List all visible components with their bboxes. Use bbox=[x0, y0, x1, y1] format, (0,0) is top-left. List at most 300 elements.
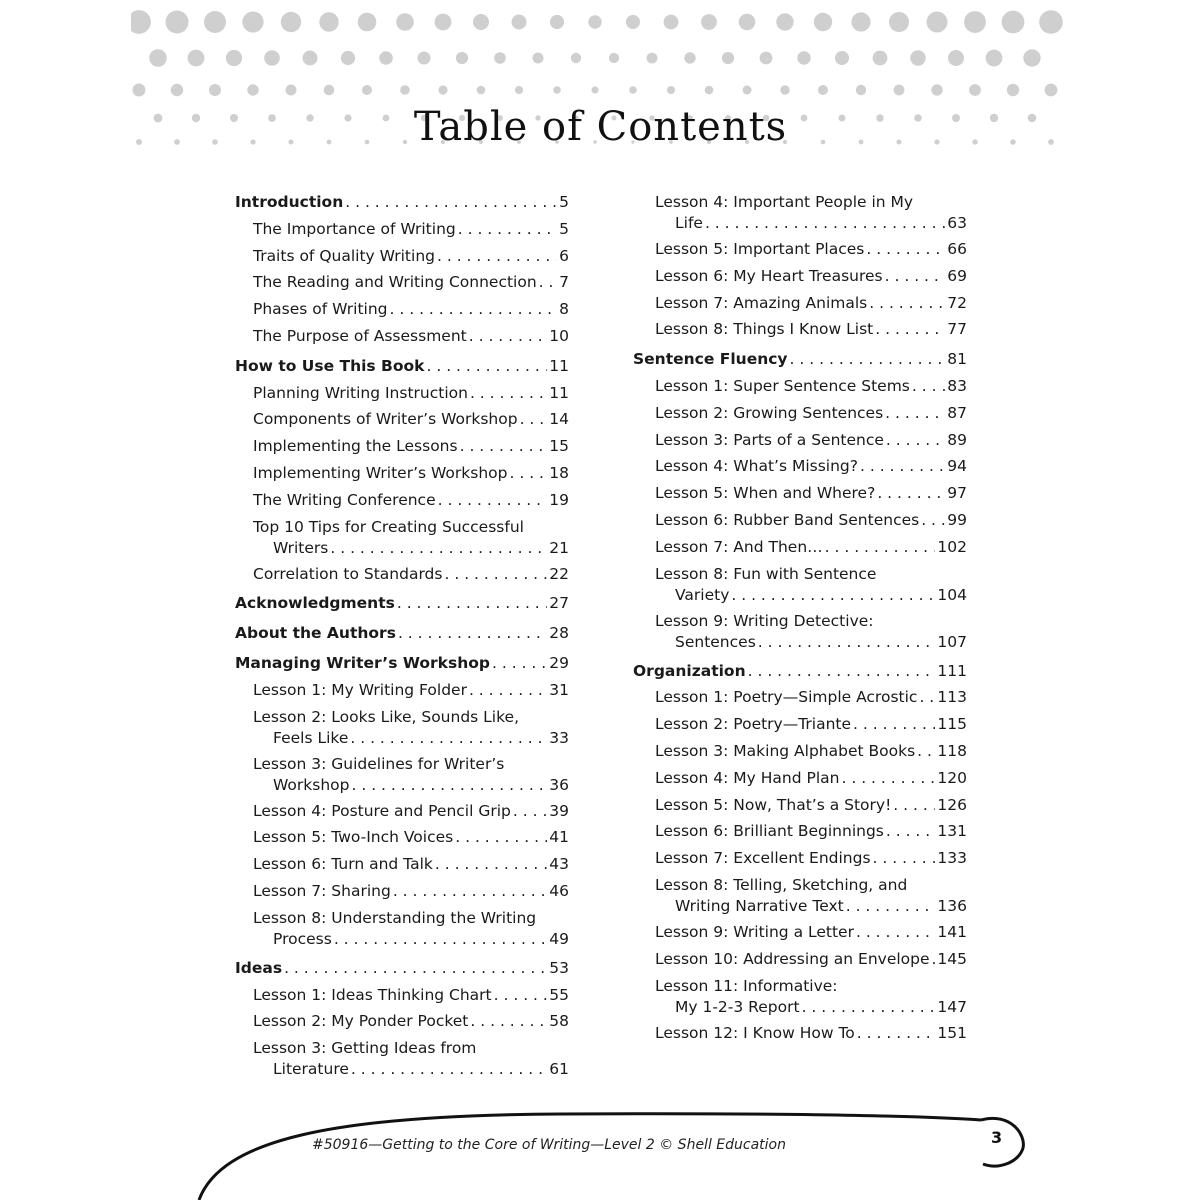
halftone-dot bbox=[553, 86, 561, 94]
dot-leader bbox=[857, 1023, 936, 1044]
toc-entry-label: Lesson 10: Addressing an Envelope bbox=[655, 949, 930, 968]
dot-leader bbox=[397, 593, 547, 614]
toc-page-number: 126 bbox=[937, 795, 967, 814]
toc-entry-label: Traits of Quality Writing bbox=[253, 246, 435, 265]
halftone-dot bbox=[1039, 10, 1063, 34]
toc-entry bbox=[655, 239, 967, 260]
toc-page-number: 99 bbox=[947, 511, 967, 529]
toc-entry-label: Acknowledgments bbox=[235, 594, 395, 613]
toc-page-number: 94 bbox=[947, 457, 967, 476]
dot-leader bbox=[886, 821, 936, 842]
halftone-dot bbox=[814, 13, 832, 31]
toc-page-number: 66 bbox=[947, 240, 967, 258]
toc-entry-label-continued: Workshop bbox=[273, 775, 350, 794]
toc-page-number: 29 bbox=[549, 654, 569, 672]
toc-section-entry bbox=[235, 192, 569, 213]
halftone-dot bbox=[664, 15, 679, 30]
dot-leader bbox=[460, 436, 548, 457]
halftone-dot bbox=[797, 51, 810, 64]
dot-leader bbox=[919, 687, 935, 708]
toc-entry bbox=[655, 611, 967, 653]
halftone-dot bbox=[835, 51, 849, 65]
toc-entry-label: Sentence Fluency bbox=[633, 350, 788, 369]
toc-entry bbox=[655, 922, 967, 943]
toc-page-number: 83 bbox=[947, 377, 967, 395]
dot-leader bbox=[330, 538, 547, 559]
toc-entry bbox=[253, 272, 569, 293]
dot-leader bbox=[885, 403, 945, 424]
toc-page-number: 81 bbox=[947, 350, 967, 369]
halftone-dot bbox=[1045, 84, 1058, 97]
toc-entry bbox=[655, 949, 967, 970]
halftone-dot bbox=[303, 51, 318, 66]
toc-entry-label: Introduction bbox=[235, 193, 344, 211]
toc-entry-label: Managing Writer’s Workshop bbox=[235, 654, 490, 672]
toc-entry bbox=[655, 319, 967, 340]
toc-entry bbox=[655, 376, 967, 397]
dot-leader bbox=[470, 1011, 547, 1032]
halftone-dot bbox=[515, 86, 523, 94]
halftone-dot bbox=[739, 14, 756, 31]
toc-entry bbox=[253, 326, 569, 347]
dot-leader bbox=[351, 1059, 547, 1080]
toc-page-number: 43 bbox=[549, 855, 569, 874]
toc-entry-label: Lesson 5: Now, That’s a Story! bbox=[655, 795, 892, 814]
toc-page-number: 15 bbox=[549, 437, 569, 456]
halftone-dot bbox=[358, 13, 377, 32]
toc-entry-label: Lesson 1: My Writing Folder bbox=[253, 680, 467, 699]
toc-page-number: 113 bbox=[937, 688, 967, 707]
toc-page-number: 49 bbox=[549, 929, 569, 948]
toc-page-number: 104 bbox=[937, 585, 967, 604]
dot-leader bbox=[492, 653, 547, 674]
dot-leader bbox=[705, 213, 945, 234]
toc-entry-label: How to Use This Book bbox=[235, 356, 425, 375]
toc-entry-label: Correlation to Standards bbox=[253, 564, 443, 583]
toc-entry-label: Lesson 8: Telling, Sketching, and bbox=[655, 876, 908, 894]
toc-page-number: 18 bbox=[549, 464, 569, 482]
halftone-dot bbox=[705, 86, 714, 95]
dot-leader bbox=[455, 827, 547, 848]
dot-leader bbox=[877, 483, 945, 504]
dot-leader bbox=[470, 383, 547, 404]
toc-entry bbox=[253, 801, 569, 822]
toc-page-number: 28 bbox=[549, 624, 569, 643]
toc-entry-label: Lesson 3: Getting Ideas from bbox=[253, 1039, 477, 1058]
halftone-dot bbox=[264, 50, 280, 66]
toc-entry bbox=[655, 795, 967, 816]
toc-page-number: 8 bbox=[559, 300, 569, 319]
footer-citation: #50916—Getting to the Core of Writing—Level 2 © Shell Education bbox=[312, 1137, 786, 1153]
page-number: 3 bbox=[991, 1128, 1003, 1147]
dot-leader bbox=[869, 293, 945, 314]
toc-page-number: 147 bbox=[937, 997, 967, 1016]
toc-entry-label: Implementing Writer’s Workshop bbox=[253, 464, 508, 482]
toc-entry bbox=[253, 881, 569, 902]
halftone-dot bbox=[910, 50, 925, 65]
toc-entry bbox=[655, 293, 967, 314]
halftone-dot bbox=[324, 85, 335, 96]
toc-page-number: 77 bbox=[947, 320, 967, 339]
toc-entry bbox=[253, 827, 569, 848]
dot-leader bbox=[875, 319, 945, 340]
halftone-dot bbox=[894, 85, 905, 96]
dot-leader bbox=[886, 430, 945, 451]
toc-entry bbox=[253, 1011, 569, 1032]
toc-page-number: 11 bbox=[549, 383, 569, 402]
toc-entry bbox=[253, 490, 569, 511]
toc-page-number: 145 bbox=[937, 949, 967, 968]
toc-entry bbox=[253, 383, 569, 404]
toc-page-number: 72 bbox=[947, 293, 967, 312]
toc-entry-label: Lesson 1: Poetry—Simple Acrostic bbox=[655, 688, 918, 707]
toc-entry-label: Lesson 7: Excellent Endings bbox=[655, 849, 871, 868]
toc-entry bbox=[253, 985, 569, 1006]
halftone-dot bbox=[743, 86, 752, 95]
dot-leader bbox=[748, 661, 936, 682]
toc-page-number: 111 bbox=[937, 661, 967, 680]
toc-entry bbox=[655, 483, 967, 504]
toc-section-entry bbox=[633, 349, 967, 370]
toc-entry bbox=[655, 403, 967, 424]
toc-entry-label: Top 10 Tips for Creating Successful bbox=[253, 517, 524, 536]
halftone-dot bbox=[242, 11, 263, 32]
halftone-dot bbox=[609, 53, 619, 63]
toc-entry-label: Lesson 6: Rubber Band Sentences bbox=[655, 511, 920, 529]
toc-section-entry bbox=[235, 593, 569, 614]
toc-entry-label: Lesson 6: Brilliant Beginnings bbox=[655, 822, 884, 841]
toc-page-number: 7 bbox=[559, 273, 569, 292]
dot-leader bbox=[912, 376, 945, 397]
toc-entry bbox=[655, 510, 967, 531]
toc-entry-label: Implementing the Lessons bbox=[253, 437, 458, 456]
dot-leader bbox=[885, 266, 946, 287]
toc-page-number: 5 bbox=[559, 219, 569, 238]
halftone-dot bbox=[1023, 49, 1040, 66]
toc-entry-label: Lesson 9: Writing a Letter bbox=[655, 923, 854, 941]
toc-entry bbox=[655, 537, 967, 558]
toc-entry-label: About the Authors bbox=[235, 624, 396, 643]
toc-page-number: 36 bbox=[549, 775, 569, 794]
halftone-dot bbox=[889, 12, 909, 32]
dot-leader bbox=[539, 272, 557, 293]
halftone-dot bbox=[166, 11, 189, 34]
dot-leader bbox=[426, 356, 547, 377]
toc-page-number: 10 bbox=[549, 327, 569, 345]
toc-entry-label: Lesson 8: Things I Know List bbox=[655, 320, 874, 339]
dot-leader bbox=[866, 239, 945, 260]
dot-leader bbox=[856, 922, 935, 943]
halftone-dot bbox=[149, 49, 167, 67]
toc-entry bbox=[253, 680, 569, 701]
dot-leader bbox=[393, 881, 547, 902]
toc-entry-label: Lesson 8: Understanding the Writing bbox=[253, 908, 537, 927]
toc-entry bbox=[655, 741, 967, 762]
dot-leader bbox=[469, 326, 548, 347]
toc-entry-label: The Reading and Writing Connection bbox=[253, 273, 537, 292]
toc-page-number: 136 bbox=[937, 897, 967, 915]
toc-entry bbox=[253, 246, 569, 267]
toc-entry bbox=[655, 456, 967, 477]
halftone-dots-decoration bbox=[131, 0, 1070, 200]
toc-entry-label: Lesson 8: Fun with Sentence bbox=[655, 564, 877, 583]
halftone-dot bbox=[286, 85, 297, 96]
halftone-dot bbox=[204, 11, 226, 33]
toc-page-number: 151 bbox=[937, 1023, 967, 1042]
halftone-dot bbox=[435, 14, 452, 31]
toc-entry bbox=[253, 219, 569, 240]
halftone-dot bbox=[1002, 11, 1025, 34]
page bbox=[131, 0, 1070, 1200]
toc-entry-label: Lesson 5: Important Places bbox=[655, 240, 865, 258]
dot-leader bbox=[846, 896, 936, 917]
halftone-dot bbox=[533, 53, 544, 64]
toc-entry-label-continued: Sentences bbox=[675, 632, 756, 651]
toc-entry bbox=[655, 430, 967, 451]
toc-entry-label: Organization bbox=[633, 661, 746, 680]
halftone-dot bbox=[226, 50, 242, 66]
dot-leader bbox=[351, 775, 547, 796]
toc-entry bbox=[655, 564, 967, 606]
halftone-dot bbox=[927, 12, 948, 33]
toc-entry bbox=[655, 875, 967, 917]
halftone-dot bbox=[684, 52, 695, 63]
toc-entry-label: Components of Writer’s Workshop bbox=[253, 410, 518, 429]
toc-entry-label: Phases of Writing bbox=[253, 300, 388, 319]
toc-entry-label: Lesson 6: Turn and Talk bbox=[253, 855, 433, 874]
toc-entry-label-continued: Feels Like bbox=[273, 728, 349, 747]
toc-entry-label-continued: Writers bbox=[273, 538, 329, 557]
toc-page-number: 27 bbox=[549, 594, 569, 613]
toc-page-number: 89 bbox=[947, 430, 967, 449]
toc-page-number: 53 bbox=[549, 958, 569, 977]
toc-page-number: 11 bbox=[549, 356, 569, 375]
halftone-dot bbox=[571, 53, 581, 63]
dot-leader bbox=[334, 929, 547, 950]
toc-entry-label: Lesson 6: My Heart Treasures bbox=[655, 266, 883, 285]
dot-leader bbox=[438, 490, 548, 511]
halftone-dot bbox=[171, 84, 183, 96]
dot-leader bbox=[758, 632, 936, 653]
toc-entry bbox=[253, 1038, 569, 1080]
halftone-dot bbox=[379, 51, 393, 65]
toc-page-number: 131 bbox=[937, 822, 967, 841]
dot-leader bbox=[917, 741, 935, 762]
toc-entry bbox=[253, 299, 569, 320]
halftone-dot bbox=[1007, 84, 1019, 96]
halftone-dot bbox=[281, 12, 301, 32]
toc-entry-label-continued: Process bbox=[273, 929, 332, 948]
halftone-dot bbox=[319, 12, 338, 31]
toc-page-number: 21 bbox=[549, 538, 569, 557]
toc-entry bbox=[253, 908, 569, 950]
dot-leader bbox=[444, 564, 547, 585]
halftone-dot bbox=[856, 85, 866, 95]
toc-entry-label: Lesson 7: And Then… bbox=[655, 537, 823, 556]
halftone-dot bbox=[588, 15, 601, 28]
toc-page-number: 69 bbox=[947, 266, 967, 285]
toc-page-number: 133 bbox=[937, 849, 967, 868]
halftone-dot bbox=[362, 85, 372, 95]
halftone-dot bbox=[133, 84, 146, 97]
toc-entry-label: Lesson 2: My Ponder Pocket bbox=[253, 1012, 469, 1031]
halftone-dot bbox=[667, 86, 675, 94]
toc-entry bbox=[655, 768, 967, 789]
toc-entry-label: Lesson 11: Informative: bbox=[655, 976, 838, 995]
halftone-dot bbox=[986, 50, 1003, 67]
toc-entry-label: Lesson 12: I Know How To bbox=[655, 1023, 855, 1042]
toc-entry-label: Lesson 3: Making Alphabet Books bbox=[655, 742, 916, 760]
toc-entry-label: Lesson 1: Ideas Thinking Chart bbox=[253, 985, 492, 1004]
toc-entry-label-continued: My 1-2-3 Report bbox=[675, 997, 800, 1016]
toc-entry-label-continued: Writing Narrative Text bbox=[675, 897, 844, 915]
toc-entry-label: Lesson 7: Amazing Animals bbox=[655, 293, 868, 312]
dot-leader bbox=[873, 848, 936, 869]
toc-entry bbox=[655, 266, 967, 287]
dot-leader bbox=[437, 246, 557, 267]
toc-entry-label: Planning Writing Instruction bbox=[253, 383, 468, 402]
dot-leader bbox=[509, 463, 547, 484]
halftone-dot bbox=[396, 13, 414, 31]
toc-entry bbox=[655, 821, 967, 842]
toc-entry-label: Lesson 9: Writing Detective: bbox=[655, 611, 874, 630]
toc-page-number: 141 bbox=[937, 923, 967, 941]
dot-leader bbox=[731, 585, 935, 606]
toc-entry-label: Lesson 4: My Hand Plan bbox=[655, 768, 840, 787]
dot-leader bbox=[842, 768, 936, 789]
dot-leader bbox=[513, 801, 547, 822]
dot-leader bbox=[398, 623, 547, 644]
toc-entry-label: Lesson 4: Important People in My bbox=[655, 193, 914, 211]
toc-page-number: 58 bbox=[549, 1012, 569, 1031]
toc-entry-label: Lesson 2: Poetry—Triante bbox=[655, 715, 852, 734]
toc-page-number: 46 bbox=[549, 882, 569, 900]
toc-entry-label: The Purpose of Assessment bbox=[253, 327, 467, 345]
halftone-dot bbox=[209, 84, 221, 96]
toc-entry bbox=[253, 564, 569, 585]
toc-entry bbox=[253, 463, 569, 484]
toc-entry-label-continued: Literature bbox=[273, 1060, 349, 1079]
dot-leader bbox=[390, 299, 558, 320]
toc-entry bbox=[253, 409, 569, 430]
halftone-dot bbox=[776, 13, 793, 30]
halftone-dot bbox=[418, 52, 431, 65]
toc-entry-label: Lesson 7: Sharing bbox=[253, 882, 391, 900]
toc-entry bbox=[655, 687, 967, 708]
toc-page-number: 120 bbox=[937, 768, 967, 787]
dot-leader bbox=[494, 985, 548, 1006]
toc-entry-label: Lesson 3: Guidelines for Writer’s bbox=[253, 754, 505, 773]
halftone-dot bbox=[473, 14, 489, 30]
toc-entry-label: Lesson 5: When and Where? bbox=[655, 484, 876, 503]
toc-entry bbox=[655, 192, 967, 234]
toc-page-number: 14 bbox=[549, 410, 569, 429]
toc-section-entry bbox=[235, 653, 569, 674]
toc-page-number: 61 bbox=[549, 1060, 569, 1079]
toc-entry-label: The Importance of Writing bbox=[253, 219, 456, 238]
halftone-dot bbox=[851, 12, 870, 31]
toc-entry bbox=[655, 1023, 967, 1044]
halftone-dot bbox=[512, 15, 527, 30]
toc-page-number: 6 bbox=[559, 246, 569, 265]
toc-page-number: 115 bbox=[937, 715, 967, 734]
toc-entry bbox=[253, 854, 569, 875]
toc-page-number: 118 bbox=[937, 742, 967, 760]
toc-page-number: 97 bbox=[947, 484, 967, 503]
halftone-dot bbox=[438, 85, 447, 94]
toc-entry-label: Lesson 4: Posture and Pencil Grip bbox=[253, 801, 511, 820]
dot-leader bbox=[921, 510, 945, 531]
halftone-dot bbox=[131, 10, 151, 34]
toc-page-number: 19 bbox=[549, 490, 569, 509]
halftone-dot bbox=[873, 51, 888, 66]
toc-page-number: 102 bbox=[937, 537, 967, 556]
toc-page-number: 55 bbox=[549, 985, 569, 1004]
toc-entry bbox=[655, 714, 967, 735]
toc-section-entry bbox=[235, 623, 569, 644]
toc-page-number: 33 bbox=[549, 728, 569, 747]
halftone-dot bbox=[647, 53, 658, 64]
toc-page-number: 87 bbox=[947, 403, 967, 422]
halftone-dot bbox=[626, 15, 640, 29]
halftone-dot bbox=[550, 15, 564, 29]
toc-entry bbox=[253, 517, 569, 559]
dot-leader bbox=[284, 958, 547, 979]
dot-leader bbox=[435, 854, 547, 875]
dot-leader bbox=[932, 949, 936, 970]
toc-page-number: 107 bbox=[937, 632, 967, 651]
halftone-dot bbox=[591, 86, 598, 93]
halftone-dot bbox=[780, 85, 789, 94]
dot-leader bbox=[853, 714, 935, 735]
toc-page-number: 39 bbox=[549, 801, 569, 820]
toc-entry-label: Lesson 2: Growing Sentences bbox=[655, 403, 884, 422]
halftone-dot bbox=[760, 52, 773, 65]
toc-entry-label: Lesson 4: What’s Missing? bbox=[655, 457, 858, 476]
toc-entry-label-continued: Life bbox=[675, 214, 703, 232]
toc-page-number: 31 bbox=[549, 680, 569, 699]
toc-entry bbox=[253, 707, 569, 749]
dot-leader bbox=[350, 728, 547, 749]
toc-page-number: 5 bbox=[559, 193, 569, 211]
toc-entry-label: Ideas bbox=[235, 958, 283, 977]
halftone-dot bbox=[341, 51, 355, 65]
toc-entry bbox=[655, 976, 967, 1018]
halftone-dot bbox=[188, 50, 205, 67]
dot-leader bbox=[825, 537, 936, 558]
toc-section-entry bbox=[235, 356, 569, 377]
toc-page-number: 41 bbox=[549, 828, 569, 847]
toc-entry-label-continued: Variety bbox=[675, 585, 730, 604]
toc-entry-label: Lesson 1: Super Sentence Stems bbox=[655, 377, 910, 395]
toc-entry bbox=[253, 754, 569, 796]
dot-leader bbox=[790, 349, 946, 370]
toc-entry-label: The Writing Conference bbox=[253, 490, 436, 509]
dot-leader bbox=[458, 219, 557, 240]
toc-entry bbox=[655, 848, 967, 869]
toc-entry-label: Lesson 2: Looks Like, Sounds Like, bbox=[253, 707, 519, 726]
halftone-dot bbox=[964, 11, 986, 33]
dot-leader bbox=[860, 456, 945, 477]
halftone-dot bbox=[948, 50, 964, 66]
halftone-dot bbox=[247, 84, 258, 95]
halftone-dot bbox=[477, 86, 486, 95]
toc-page-number: 22 bbox=[549, 564, 569, 583]
toc-section-entry bbox=[633, 661, 967, 682]
toc-entry bbox=[253, 436, 569, 457]
dot-leader bbox=[345, 192, 557, 213]
halftone-dot bbox=[494, 52, 506, 64]
